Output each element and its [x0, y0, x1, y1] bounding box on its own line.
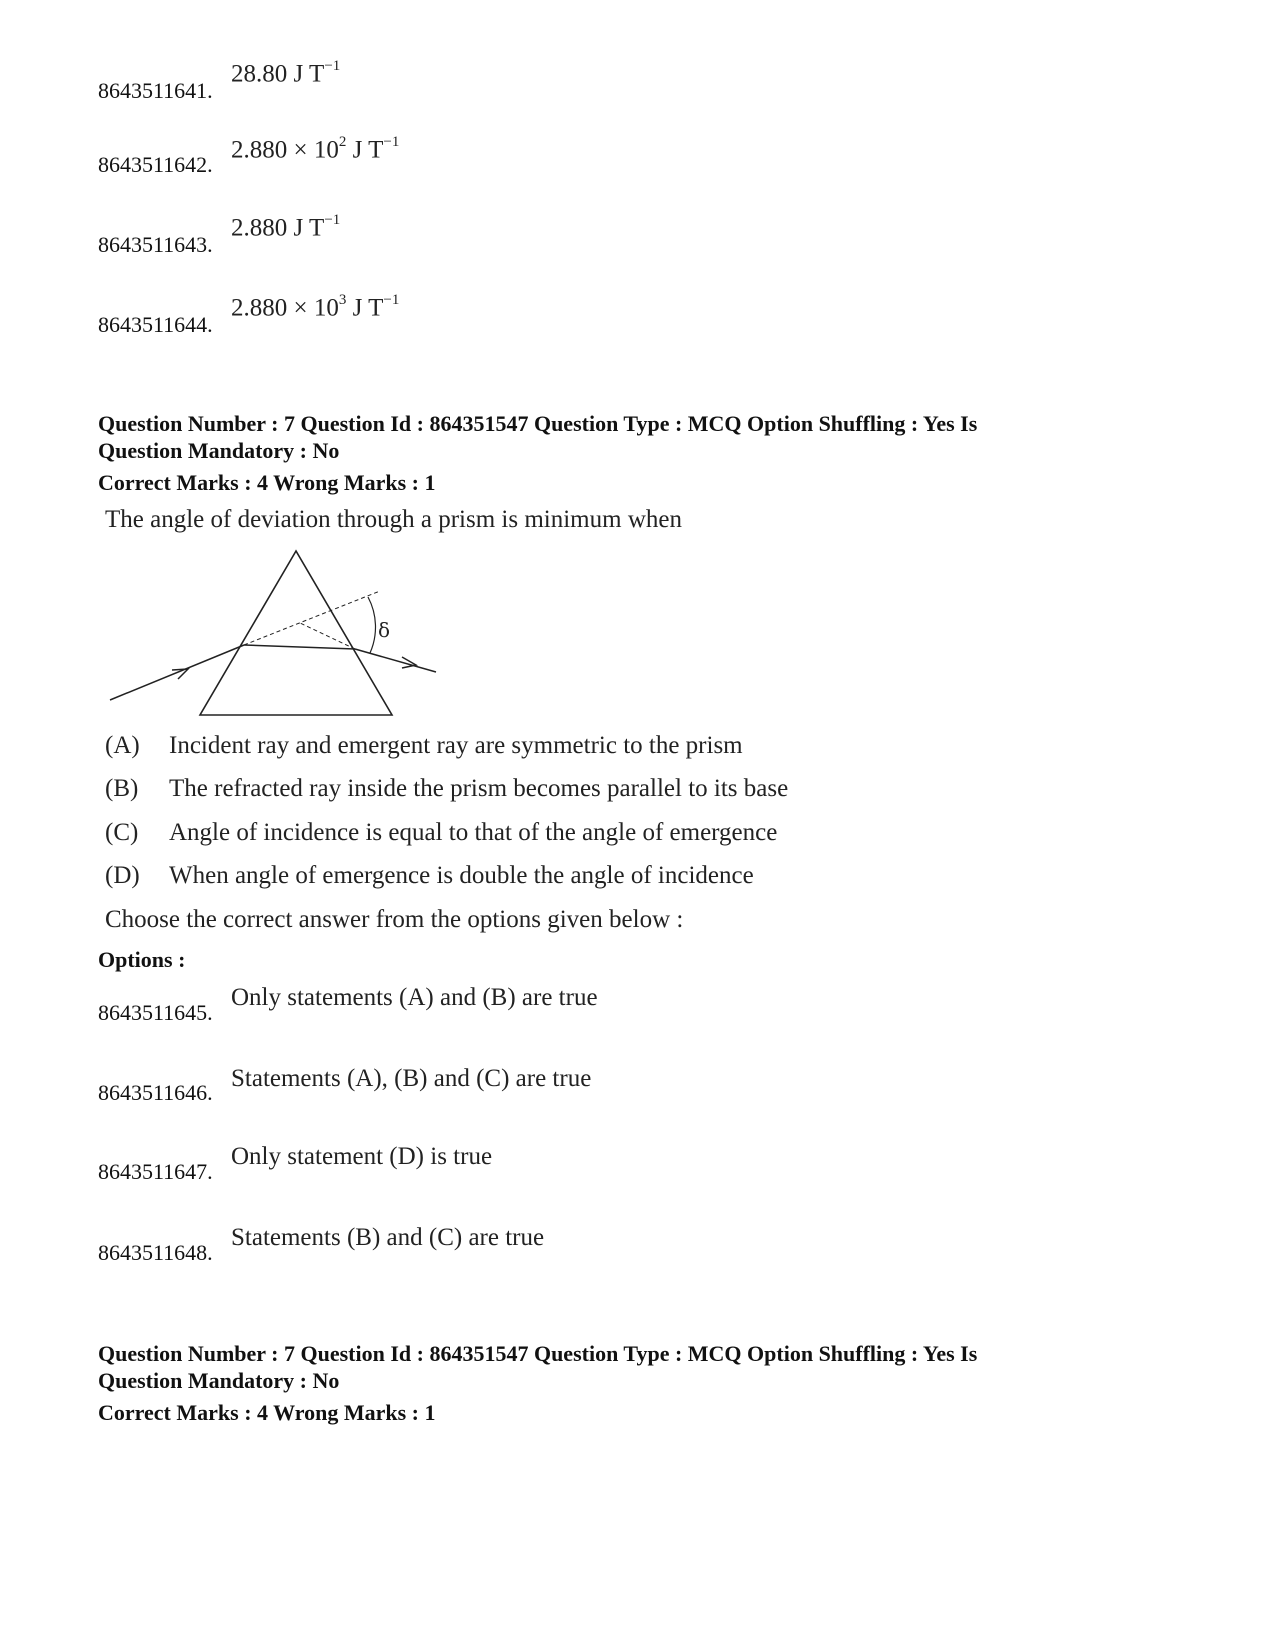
option-row[interactable]: [98, 984, 998, 1054]
question-meta: [98, 410, 1098, 496]
marks-line: Correct Marks : 4 Wrong Marks : 1: [98, 470, 436, 495]
question-meta-line: Question Mandatory : No: [98, 1368, 340, 1393]
option-row[interactable]: [98, 1143, 998, 1213]
incident-ray: [110, 645, 244, 700]
question-meta-line: Question Mandatory : No: [98, 438, 340, 463]
option-value: $2.880 \times 10^2$ J $T^{-1}$: [231, 134, 400, 164]
option-row: [98, 294, 998, 364]
option-row[interactable]: [98, 1224, 998, 1294]
marks-line: Correct Marks : 4 Wrong Marks : 1: [98, 1400, 436, 1425]
option-id: 8643511647.: [98, 1159, 213, 1184]
incident-extension: [244, 591, 380, 645]
statement-item: (A) Incident ray and emergent ray are symmetric to the prism: [105, 732, 743, 759]
option-id: 8643511646.: [98, 1080, 213, 1105]
statement-item: (C) Angle of incidence is equal to that of the angle of emergence: [105, 819, 778, 846]
option-id: 8643511642.: [98, 152, 213, 177]
option-row: [98, 214, 998, 284]
option-id: 8643511644.: [98, 312, 213, 337]
question-meta: [98, 1340, 1098, 1426]
option-id: 8643511648.: [98, 1240, 213, 1265]
statement-item: (D) When angle of emergence is double the angle of incidence: [105, 862, 754, 889]
prism-triangle: [200, 551, 392, 715]
emergent-extension: [300, 623, 355, 649]
option-id: 8643511645.: [98, 1000, 213, 1025]
statement-item: (B) The refracted ray inside the prism becomes parallel to its base: [105, 775, 789, 802]
option-row: [98, 60, 998, 130]
option-row: [98, 136, 998, 206]
option-text: Statements (A), (B) and (C) are true: [231, 1065, 592, 1092]
option-value: 2.880 J $T^{-1}$: [231, 212, 341, 242]
question-meta-line: Question Number : 7 Question Id : 864351547 Question Type : MCQ Option Shuffling : Yes Is: [98, 1341, 978, 1366]
option-value: 28.80 J $T^{-1}$: [231, 58, 341, 88]
prism-figure: [100, 545, 460, 725]
choose-instruction: Choose the correct answer from the options given below :: [105, 906, 684, 933]
option-text: Only statement (D) is true: [231, 1143, 493, 1170]
option-id: 8643511643.: [98, 232, 213, 257]
emergent-ray: [355, 649, 436, 672]
option-text: Statements (B) and (C) are true: [231, 1224, 545, 1251]
option-value: $2.880 \times 10^3$ J $T^{-1}$: [231, 292, 400, 322]
option-id: 8643511641.: [98, 78, 213, 103]
option-text: Only statements (A) and (B) are true: [231, 984, 598, 1011]
deviation-arc: [368, 597, 375, 653]
option-row[interactable]: [98, 1065, 998, 1135]
question-meta-line: Question Number : 7 Question Id : 864351547 Question Type : MCQ Option Shuffling : Yes Is: [98, 411, 978, 436]
question-text: The angle of deviation through a prism is minimum when: [105, 506, 682, 533]
delta-label: δ: [378, 618, 391, 642]
refracted-ray: [244, 645, 355, 649]
options-heading: Options :: [98, 947, 186, 972]
